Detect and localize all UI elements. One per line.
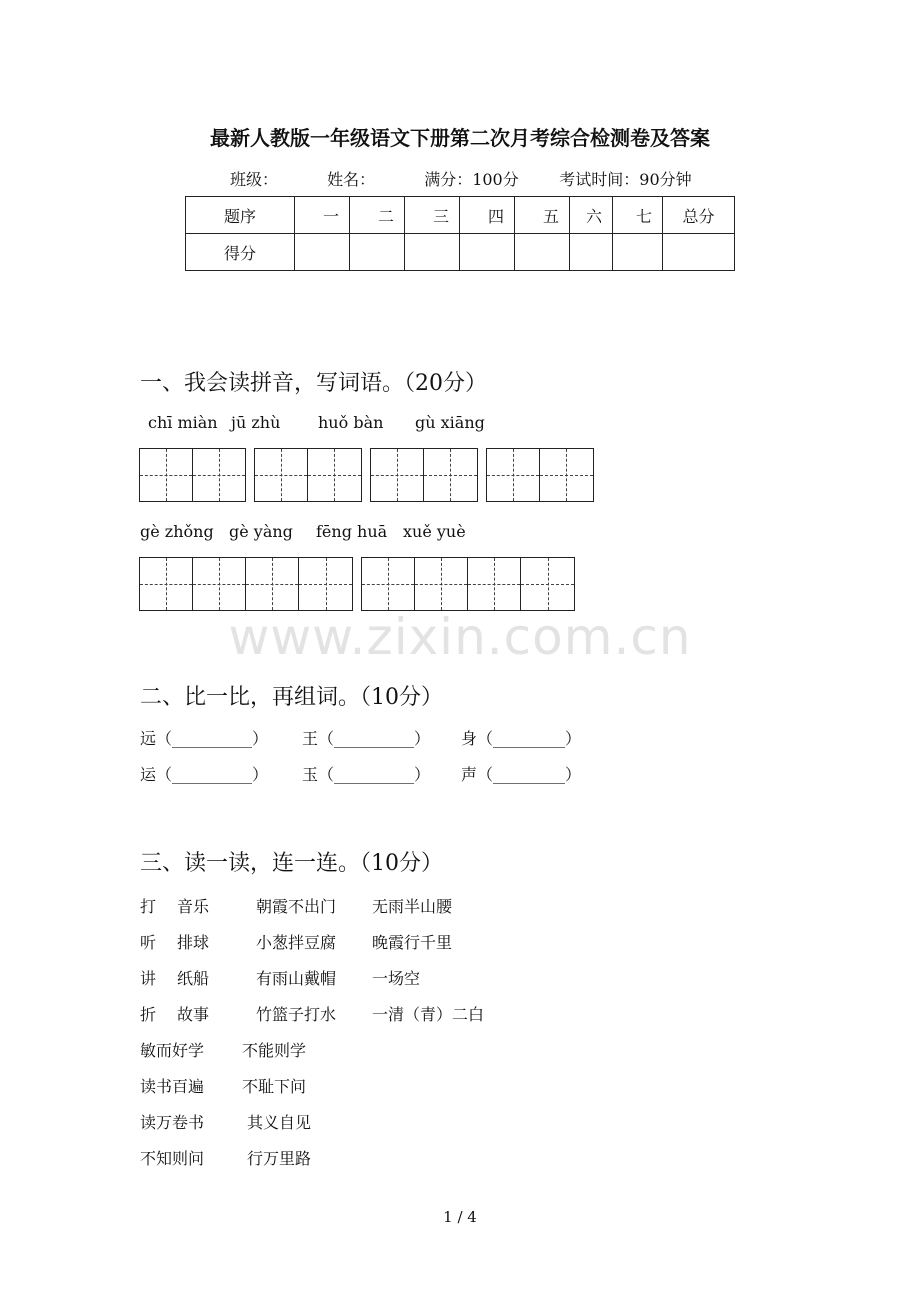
score-table-cell: 总分 (663, 197, 735, 234)
grid-cell[interactable] (193, 449, 246, 501)
grid-cell[interactable] (371, 449, 424, 501)
match-noun: 纸船 (177, 969, 210, 988)
page-title: 最新人教版一年级语文下册第二次月考综合检测卷及答案 (210, 126, 710, 150)
match-noun: 音乐 (177, 897, 210, 916)
grid-cell[interactable] (246, 558, 299, 610)
writing-grid[interactable] (486, 448, 594, 502)
match-idiom-start: 读书百遍 (140, 1077, 205, 1096)
score-input-cell[interactable] (295, 234, 350, 271)
match-proverb-start: 朝霞不出门 (256, 897, 337, 916)
match-proverb-end: 无雨半山腰 (372, 897, 453, 916)
grid-cell[interactable] (468, 558, 521, 610)
match-noun: 故事 (177, 1005, 210, 1024)
match-idiom-start: 读万卷书 (140, 1113, 205, 1132)
score-input-cell[interactable] (663, 234, 735, 271)
match-verb: 讲 (140, 969, 157, 988)
grid-cell[interactable] (299, 558, 352, 610)
grid-cell[interactable] (415, 558, 468, 610)
compare-item: 运（__________） (140, 765, 269, 784)
score-input-cell[interactable] (350, 234, 405, 271)
writing-grid[interactable] (254, 448, 362, 502)
score-table-cell: 一 (295, 197, 350, 234)
score-table-cell: 题序 (186, 197, 295, 234)
compare-item: 玉（__________） (302, 765, 431, 784)
pinyin: gè zhǒng (140, 522, 214, 541)
compare-item: 远（__________） (140, 729, 269, 748)
writing-grid[interactable] (361, 557, 575, 611)
score-input-cell[interactable] (613, 234, 663, 271)
class-label: 班级： (230, 170, 279, 189)
grid-cell[interactable] (487, 449, 540, 501)
match-idiom-start: 不知则问 (140, 1149, 205, 1168)
grid-cell[interactable] (424, 449, 477, 501)
grid-cell[interactable] (140, 449, 193, 501)
match-proverb-start: 竹篮子打水 (256, 1005, 337, 1024)
match-verb: 折 (140, 1005, 157, 1024)
pinyin: gù xiāng (415, 413, 485, 432)
grid-cell[interactable] (308, 449, 361, 501)
score-table-cell: 得分 (186, 234, 295, 271)
grid-cell[interactable] (540, 449, 593, 501)
score-input-cell[interactable] (515, 234, 570, 271)
compare-item: 王（__________） (302, 729, 431, 748)
compare-item: 身（_________） (461, 729, 582, 748)
grid-cell[interactable] (193, 558, 246, 610)
page-number: 1 / 4 (443, 1208, 477, 1226)
compare-item: 声（_________） (461, 765, 582, 784)
score-input-cell[interactable] (460, 234, 515, 271)
exam-meta (230, 167, 692, 190)
match-idiom-start: 敏而好学 (140, 1041, 205, 1060)
section3-heading: 三、读一读，连一连。（10分） (140, 851, 443, 876)
match-noun: 排球 (177, 933, 210, 952)
writing-grid[interactable] (139, 448, 246, 502)
pinyin: chī miàn (148, 413, 218, 432)
match-verb: 打 (140, 897, 157, 916)
full-score-label: 满分：100分 (424, 170, 519, 189)
pinyin: xuě yuè (403, 522, 466, 541)
name-label: 姓名： (327, 170, 376, 189)
score-table-cell: 五 (515, 197, 570, 234)
writing-grid[interactable] (139, 557, 353, 611)
pinyin: jū zhù (231, 413, 281, 432)
match-idiom-end: 其义自见 (247, 1113, 312, 1132)
score-table-cell: 七 (613, 197, 663, 234)
score-input-cell[interactable] (570, 234, 613, 271)
score-table-score-row (186, 234, 735, 271)
pinyin: fēng huā (316, 522, 388, 541)
score-table-cell: 三 (405, 197, 460, 234)
score-table (185, 196, 735, 271)
grid-cell[interactable] (255, 449, 308, 501)
pinyin: huǒ bàn (318, 413, 384, 432)
watermark: www.zixin.com.cn (228, 608, 692, 666)
score-table-cell: 二 (350, 197, 405, 234)
writing-grid[interactable] (370, 448, 478, 502)
match-idiom-end: 不能则学 (242, 1041, 307, 1060)
grid-cell[interactable] (140, 558, 193, 610)
match-proverb-end: 一场空 (372, 969, 421, 988)
score-table-header-row (186, 197, 735, 234)
match-idiom-end: 行万里路 (247, 1149, 312, 1168)
exam-time-label: 考试时间：90分钟 (559, 170, 692, 189)
match-proverb-end: 一清（青）二白 (372, 1005, 485, 1024)
section2-heading: 二、比一比，再组词。（10分） (140, 685, 443, 710)
score-table-cell: 四 (460, 197, 515, 234)
score-input-cell[interactable] (405, 234, 460, 271)
match-proverb-start: 有雨山戴帽 (256, 969, 337, 988)
match-proverb-start: 小葱拌豆腐 (256, 933, 337, 952)
section1-heading: 一、我会读拼音，写词语。（20分） (140, 371, 487, 396)
grid-cell[interactable] (521, 558, 574, 610)
match-idiom-end: 不耻下问 (242, 1077, 307, 1096)
match-verb: 听 (140, 933, 157, 952)
score-table-cell: 六 (570, 197, 613, 234)
grid-cell[interactable] (362, 558, 415, 610)
match-proverb-end: 晚霞行千里 (372, 933, 453, 952)
pinyin: gè yàng (229, 522, 293, 541)
